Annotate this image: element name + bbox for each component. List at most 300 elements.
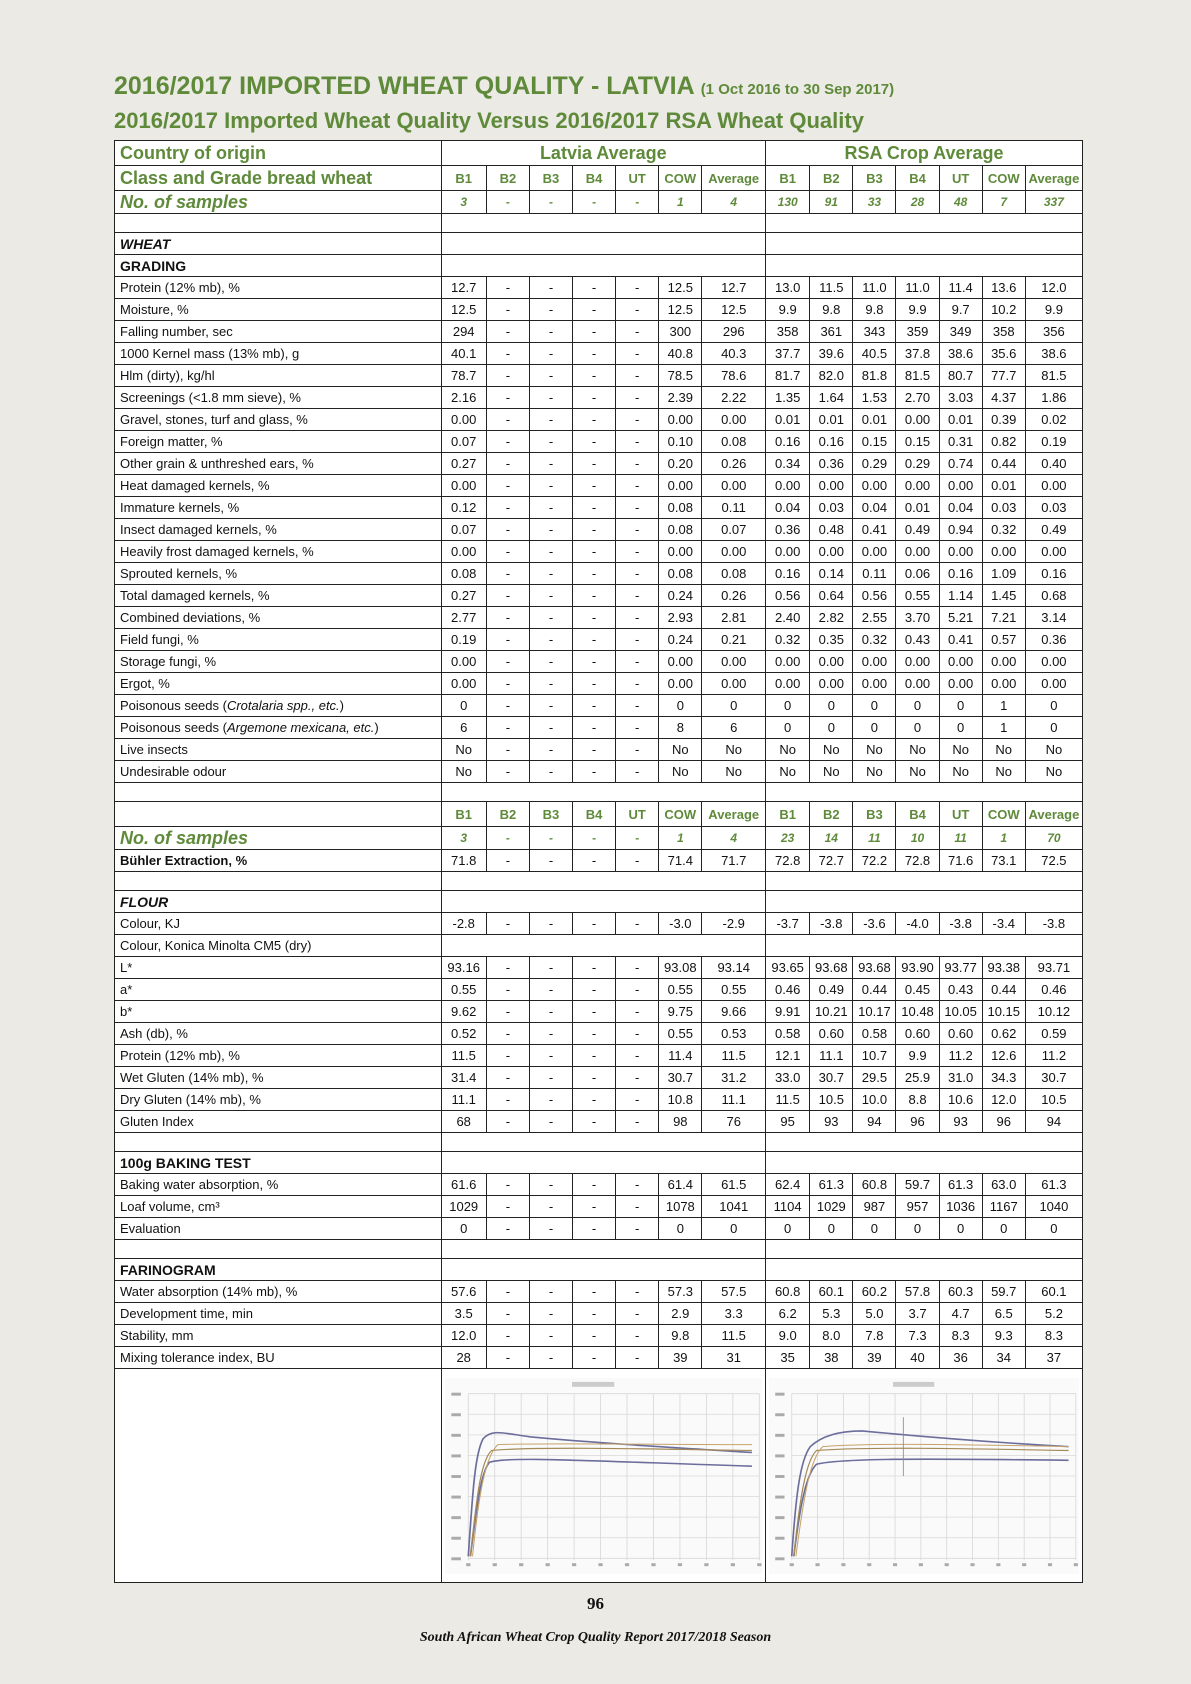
row-label — [115, 1023, 442, 1045]
table-row — [115, 475, 1083, 497]
latvia-value: 57.5 — [702, 1281, 766, 1303]
rsa-value: 0.04 — [939, 497, 982, 519]
latvia-value: - — [616, 607, 659, 629]
rsa-value: 0.00 — [982, 541, 1025, 563]
latvia-value: - — [573, 409, 616, 431]
latvia-value: - — [616, 563, 659, 585]
rsa-value: 59.7 — [982, 1281, 1025, 1303]
rsa-value: 57.8 — [896, 1281, 939, 1303]
row-label-text: L* — [120, 960, 133, 975]
latvia-value: 12.7 — [702, 277, 766, 299]
table-row — [115, 1023, 1083, 1045]
latvia-samples: - — [573, 191, 616, 214]
spacer-cell — [441, 255, 766, 277]
row-label — [115, 563, 442, 585]
latvia-value: - — [616, 1281, 659, 1303]
latvia-value: - — [486, 1174, 529, 1196]
latvia-value: - — [486, 321, 529, 343]
latvia-value: - — [573, 1218, 616, 1240]
latvia-value: 0.20 — [659, 453, 702, 475]
latvia-value: 0.07 — [441, 519, 486, 541]
rsa-value: 60.1 — [1025, 1281, 1082, 1303]
latvia-value: 6 — [702, 717, 766, 739]
spacer-cell — [115, 1369, 442, 1583]
latvia-value: 61.4 — [659, 1174, 702, 1196]
latvia-value: - — [486, 1045, 529, 1067]
spacer-cell — [766, 891, 1083, 913]
table-row — [115, 935, 1083, 957]
latvia-value: - — [486, 365, 529, 387]
latvia-value: 40.3 — [702, 343, 766, 365]
latvia-value: 0.19 — [441, 629, 486, 651]
rsa-value: 0.45 — [896, 979, 939, 1001]
row-label-species: Crotalaria spp., etc. — [226, 698, 340, 713]
rsa-value: 60.3 — [939, 1281, 982, 1303]
row-label-text: Other grain & unthreshed ears, % — [120, 456, 314, 471]
latvia-value: 2.22 — [702, 387, 766, 409]
rsa-value: 0.02 — [1025, 409, 1082, 431]
rsa-value: 81.8 — [853, 365, 896, 387]
grade-header-cell: UT — [939, 166, 982, 191]
grade-header-cell: Average — [1025, 166, 1082, 191]
latvia-value: - — [616, 1347, 659, 1369]
latvia-value: - — [616, 1045, 659, 1067]
rsa-value: 0.36 — [1025, 629, 1082, 651]
rsa-value: 93.71 — [1025, 957, 1082, 979]
latvia-value: - — [616, 913, 659, 935]
row-label — [115, 607, 442, 629]
latvia-value: 11.1 — [702, 1089, 766, 1111]
latvia-value: - — [529, 1196, 572, 1218]
grade-header-cell: COW — [982, 166, 1025, 191]
latvia-value: 0.00 — [659, 409, 702, 431]
rsa-value: No — [939, 761, 982, 783]
latvia-value: 98 — [659, 1111, 702, 1133]
row-label-text: Gravel, stones, turf and glass, % — [120, 412, 308, 427]
rsa-value: No — [853, 761, 896, 783]
rsa-value: 10.2 — [982, 299, 1025, 321]
latvia-value: 0.24 — [659, 585, 702, 607]
latvia-value: - — [529, 673, 572, 695]
latvia-value: 0.00 — [659, 673, 702, 695]
rsa-value: 2.40 — [766, 607, 810, 629]
latvia-farinogram — [441, 1369, 766, 1583]
latvia-samples: 1 — [659, 191, 702, 214]
table-row — [115, 913, 1083, 935]
latvia-value: - — [573, 957, 616, 979]
latvia-value: - — [573, 497, 616, 519]
latvia-value: - — [486, 541, 529, 563]
latvia-value: - — [616, 343, 659, 365]
latvia-value: 93.14 — [702, 957, 766, 979]
latvia-value: - — [529, 913, 572, 935]
latvia-value: - — [616, 585, 659, 607]
rsa-value: 0.16 — [939, 563, 982, 585]
latvia-value: 0.00 — [441, 475, 486, 497]
latvia-value: - — [529, 387, 572, 409]
rsa-value: 31.0 — [939, 1067, 982, 1089]
rsa-value: 94 — [853, 1111, 896, 1133]
row-label — [115, 695, 442, 717]
latvia-value: - — [573, 585, 616, 607]
grade-header-cell: B1 — [766, 802, 810, 827]
rsa-value: 9.9 — [896, 1045, 939, 1067]
latvia-value: 6 — [441, 717, 486, 739]
row-label-text: Ash (db), % — [120, 1026, 188, 1041]
rsa-value: 0.03 — [810, 497, 853, 519]
rsa-value: 96 — [896, 1111, 939, 1133]
latvia-value: - — [486, 1111, 529, 1133]
latvia-value: - — [486, 1218, 529, 1240]
rsa-value: 80.7 — [939, 365, 982, 387]
latvia-value: 0.24 — [659, 629, 702, 651]
rsa-value: 81.7 — [766, 365, 810, 387]
rsa-value: 9.8 — [853, 299, 896, 321]
grade-header-cell: B3 — [529, 166, 572, 191]
grade-header-cell: B4 — [573, 802, 616, 827]
rsa-value: 30.7 — [810, 1067, 853, 1089]
rsa-value: 0.00 — [810, 651, 853, 673]
row-label-end: ) — [339, 698, 345, 713]
row-label-text: Moisture, % — [120, 302, 189, 317]
class-label: Class and Grade bread wheat — [115, 166, 442, 191]
row-label — [115, 717, 442, 739]
rsa-value: 0.59 — [1025, 1023, 1082, 1045]
rsa-value: 0 — [896, 695, 939, 717]
rsa-value: 0.01 — [810, 409, 853, 431]
latvia-value: 0 — [441, 695, 486, 717]
latvia-samples: - — [529, 827, 572, 850]
rsa-samples: 337 — [1025, 191, 1082, 214]
rsa-value: 35 — [766, 1347, 810, 1369]
latvia-samples: - — [616, 191, 659, 214]
rsa-value: -3.7 — [766, 913, 810, 935]
farinogram-image-row — [115, 1369, 1083, 1583]
rsa-value: 0.01 — [939, 409, 982, 431]
rsa-value: 0.34 — [766, 453, 810, 475]
row-label-text: Development time, min — [120, 1306, 253, 1321]
row-label-text: Wet Gluten (14% mb), % — [120, 1070, 264, 1085]
rsa-value: 81.5 — [1025, 365, 1082, 387]
samples-label: No. of samples — [115, 827, 442, 850]
latvia-value: 12.0 — [441, 1325, 486, 1347]
rsa-value: 8.0 — [810, 1325, 853, 1347]
rsa-value: 0 — [1025, 1218, 1082, 1240]
page-title — [114, 72, 894, 101]
spacer-row — [115, 783, 1083, 802]
latvia-value: - — [486, 1023, 529, 1045]
rsa-value: 12.0 — [982, 1089, 1025, 1111]
latvia-value: 71.4 — [659, 850, 702, 872]
rsa-value: 1.53 — [853, 387, 896, 409]
latvia-value: 61.5 — [702, 1174, 766, 1196]
rsa-value: 5.21 — [939, 607, 982, 629]
rsa-value: No — [766, 739, 810, 761]
row-label-text: Total damaged kernels, % — [120, 588, 270, 603]
rsa-value: 40.5 — [853, 343, 896, 365]
grade-header-cell: B2 — [486, 802, 529, 827]
grade-header-cell: B2 — [486, 166, 529, 191]
rsa-value: 0 — [766, 1218, 810, 1240]
row-label-text: Water absorption (14% mb), % — [120, 1284, 298, 1299]
rsa-value: No — [939, 739, 982, 761]
latvia-value: - — [529, 1001, 572, 1023]
row-label-text: Colour, Konica Minolta CM5 (dry) — [120, 938, 312, 953]
rsa-value: 1029 — [810, 1196, 853, 1218]
latvia-samples: - — [486, 191, 529, 214]
rsa-value: 987 — [853, 1196, 896, 1218]
latvia-samples: - — [616, 827, 659, 850]
latvia-value: - — [616, 1174, 659, 1196]
latvia-value: - — [486, 673, 529, 695]
table-row — [115, 979, 1083, 1001]
rsa-value: 0.00 — [810, 673, 853, 695]
rsa-value: 1.09 — [982, 563, 1025, 585]
rsa-value: 0.32 — [766, 629, 810, 651]
latvia-value: - — [573, 607, 616, 629]
row-label — [115, 913, 442, 935]
rsa-value: 0.29 — [896, 453, 939, 475]
spacer-cell — [441, 1240, 766, 1259]
latvia-value: 0.52 — [441, 1023, 486, 1045]
rsa-value: 0.58 — [766, 1023, 810, 1045]
row-label — [115, 629, 442, 651]
latvia-value: 0.55 — [659, 1023, 702, 1045]
rsa-value: 0.00 — [853, 651, 896, 673]
latvia-value: - — [529, 365, 572, 387]
rsa-value: 10.12 — [1025, 1001, 1082, 1023]
latvia-value: 0.12 — [441, 497, 486, 519]
latvia-value: 61.6 — [441, 1174, 486, 1196]
page-subtitle: 2016/2017 Imported Wheat Quality Versus 2016/2017 RSA Wheat Quality — [114, 108, 864, 133]
latvia-header: Latvia Average — [441, 141, 766, 166]
latvia-value: 12.5 — [441, 299, 486, 321]
latvia-samples: 3 — [441, 191, 486, 214]
rsa-value: 0 — [1025, 717, 1082, 739]
section-label: FARINOGRAM — [115, 1259, 442, 1281]
latvia-value: - — [573, 979, 616, 1001]
row-label-text: Immature kernels, % — [120, 500, 240, 515]
latvia-value: 8 — [659, 717, 702, 739]
samples-label: No. of samples — [115, 191, 442, 214]
latvia-value: - — [529, 1325, 572, 1347]
rsa-value: 60.1 — [810, 1281, 853, 1303]
latvia-value: 71.7 — [702, 850, 766, 872]
latvia-value: 39 — [659, 1347, 702, 1369]
latvia-value: - — [573, 475, 616, 497]
rsa-value: No — [1025, 761, 1082, 783]
spacer-cell — [441, 872, 766, 891]
farinogram-curve-image — [769, 1378, 1079, 1574]
section-farinogram — [115, 1259, 1083, 1281]
table-row — [115, 739, 1083, 761]
rsa-value: 12.6 — [982, 1045, 1025, 1067]
latvia-value: - — [616, 957, 659, 979]
rsa-value: 0.36 — [766, 519, 810, 541]
latvia-value: - — [529, 739, 572, 761]
rsa-value: 0.49 — [896, 519, 939, 541]
latvia-samples: 1 — [659, 827, 702, 850]
grade-header-cell: B1 — [441, 802, 486, 827]
latvia-value: 0.55 — [702, 979, 766, 1001]
latvia-value: - — [616, 1111, 659, 1133]
rsa-value: 1.86 — [1025, 387, 1082, 409]
latvia-value: - — [616, 1218, 659, 1240]
latvia-value: 0.53 — [702, 1023, 766, 1045]
latvia-value: 0.00 — [659, 651, 702, 673]
spacer-row — [115, 872, 1083, 891]
latvia-value: 0 — [659, 1218, 702, 1240]
latvia-value: 12.5 — [702, 299, 766, 321]
latvia-value: - — [486, 585, 529, 607]
latvia-value: - — [529, 717, 572, 739]
latvia-value: 0.00 — [441, 409, 486, 431]
rsa-value: 8.3 — [939, 1325, 982, 1347]
rsa-value: 0.00 — [982, 651, 1025, 673]
latvia-value: - — [616, 519, 659, 541]
spacer-cell — [115, 1240, 442, 1259]
rsa-value: 93 — [939, 1111, 982, 1133]
grade-header-cell: Average — [702, 802, 766, 827]
latvia-value: - — [573, 651, 616, 673]
rsa-value: 0.74 — [939, 453, 982, 475]
rsa-value: 38.6 — [1025, 343, 1082, 365]
spacer-cell — [441, 783, 766, 802]
rsa-value: 2.82 — [810, 607, 853, 629]
table-row — [115, 453, 1083, 475]
latvia-value: 1078 — [659, 1196, 702, 1218]
rsa-value: 0.16 — [1025, 563, 1082, 585]
rsa-samples: 48 — [939, 191, 982, 214]
latvia-value: - — [616, 277, 659, 299]
rsa-samples: 23 — [766, 827, 810, 850]
table-row — [115, 1111, 1083, 1133]
rsa-value: 358 — [982, 321, 1025, 343]
rsa-value: 0.00 — [982, 673, 1025, 695]
rsa-value: 1040 — [1025, 1196, 1082, 1218]
rsa-value: 10.5 — [1025, 1089, 1082, 1111]
rsa-value: 10.7 — [853, 1045, 896, 1067]
row-label — [115, 1001, 442, 1023]
row-label — [115, 1089, 442, 1111]
latvia-value: 0.27 — [441, 453, 486, 475]
latvia-value: - — [529, 651, 572, 673]
rsa-value: 35.6 — [982, 343, 1025, 365]
latvia-value: - — [486, 607, 529, 629]
row-label-text: a* — [120, 982, 133, 997]
latvia-value: 12.5 — [659, 299, 702, 321]
rsa-value: 11.2 — [939, 1045, 982, 1067]
latvia-value: - — [529, 585, 572, 607]
row-label — [115, 802, 442, 827]
rsa-value: 2.70 — [896, 387, 939, 409]
rsa-value: 0.16 — [810, 431, 853, 453]
latvia-value: - — [529, 563, 572, 585]
rsa-value: 5.3 — [810, 1303, 853, 1325]
table-row — [115, 1325, 1083, 1347]
rsa-value: 0.31 — [939, 431, 982, 453]
grade-header-cell: B2 — [810, 802, 853, 827]
latvia-value: 0.00 — [702, 541, 766, 563]
table-row — [115, 1001, 1083, 1023]
spacer-cell — [766, 1152, 1083, 1174]
rsa-value: 93.38 — [982, 957, 1025, 979]
latvia-value: - — [616, 1196, 659, 1218]
latvia-value: - — [486, 475, 529, 497]
row-label — [115, 453, 442, 475]
rsa-value: 349 — [939, 321, 982, 343]
rsa-value: 12.1 — [766, 1045, 810, 1067]
grade-header-cell: UT — [939, 802, 982, 827]
rsa-value: 0.00 — [939, 651, 982, 673]
row-label — [115, 321, 442, 343]
rsa-value: 25.9 — [896, 1067, 939, 1089]
latvia-value: - — [486, 497, 529, 519]
latvia-value: - — [573, 717, 616, 739]
row-label — [115, 541, 442, 563]
rsa-value: 0.01 — [896, 497, 939, 519]
rsa-value: 8.8 — [896, 1089, 939, 1111]
latvia-value: - — [573, 343, 616, 365]
latvia-value: 2.81 — [702, 607, 766, 629]
latvia-samples: 4 — [702, 827, 766, 850]
latvia-value: - — [486, 453, 529, 475]
latvia-value: 40.8 — [659, 343, 702, 365]
table-row — [115, 299, 1083, 321]
latvia-value: - — [529, 475, 572, 497]
latvia-value: - — [486, 695, 529, 717]
latvia-value: - — [573, 695, 616, 717]
latvia-value: 0 — [441, 1218, 486, 1240]
rsa-value: 0.44 — [982, 453, 1025, 475]
latvia-value: - — [616, 497, 659, 519]
latvia-value: - — [573, 1174, 616, 1196]
table-row — [115, 585, 1083, 607]
rsa-value: No — [766, 761, 810, 783]
latvia-samples: - — [573, 827, 616, 850]
rsa-value: 11.1 — [810, 1045, 853, 1067]
latvia-value: 11.5 — [702, 1325, 766, 1347]
latvia-value: - — [529, 1111, 572, 1133]
rsa-value: 62.4 — [766, 1174, 810, 1196]
rsa-value: 0 — [810, 1218, 853, 1240]
latvia-value: 9.75 — [659, 1001, 702, 1023]
rsa-samples: 14 — [810, 827, 853, 850]
latvia-value: No — [659, 761, 702, 783]
rsa-value: 4.7 — [939, 1303, 982, 1325]
rsa-value: 10.48 — [896, 1001, 939, 1023]
spacer-cell — [766, 1240, 1083, 1259]
row-label-text: Field fungi, % — [120, 632, 199, 647]
latvia-value: - — [529, 1089, 572, 1111]
latvia-value: - — [529, 497, 572, 519]
grade-header-cell: UT — [616, 166, 659, 191]
rsa-value: 0.04 — [853, 497, 896, 519]
rsa-value: -3.6 — [853, 913, 896, 935]
latvia-value: 78.5 — [659, 365, 702, 387]
row-label-text: Poisonous seeds ( — [120, 698, 227, 713]
latvia-value: 296 — [702, 321, 766, 343]
latvia-value: - — [529, 431, 572, 453]
rsa-value: 10.5 — [810, 1089, 853, 1111]
latvia-value: - — [616, 409, 659, 431]
grade-header-cell: B1 — [766, 166, 810, 191]
latvia-value: - — [486, 1067, 529, 1089]
rsa-value: 77.7 — [982, 365, 1025, 387]
rsa-value: 0.00 — [896, 475, 939, 497]
rsa-value: 0.16 — [766, 431, 810, 453]
section-flour — [115, 891, 1083, 913]
